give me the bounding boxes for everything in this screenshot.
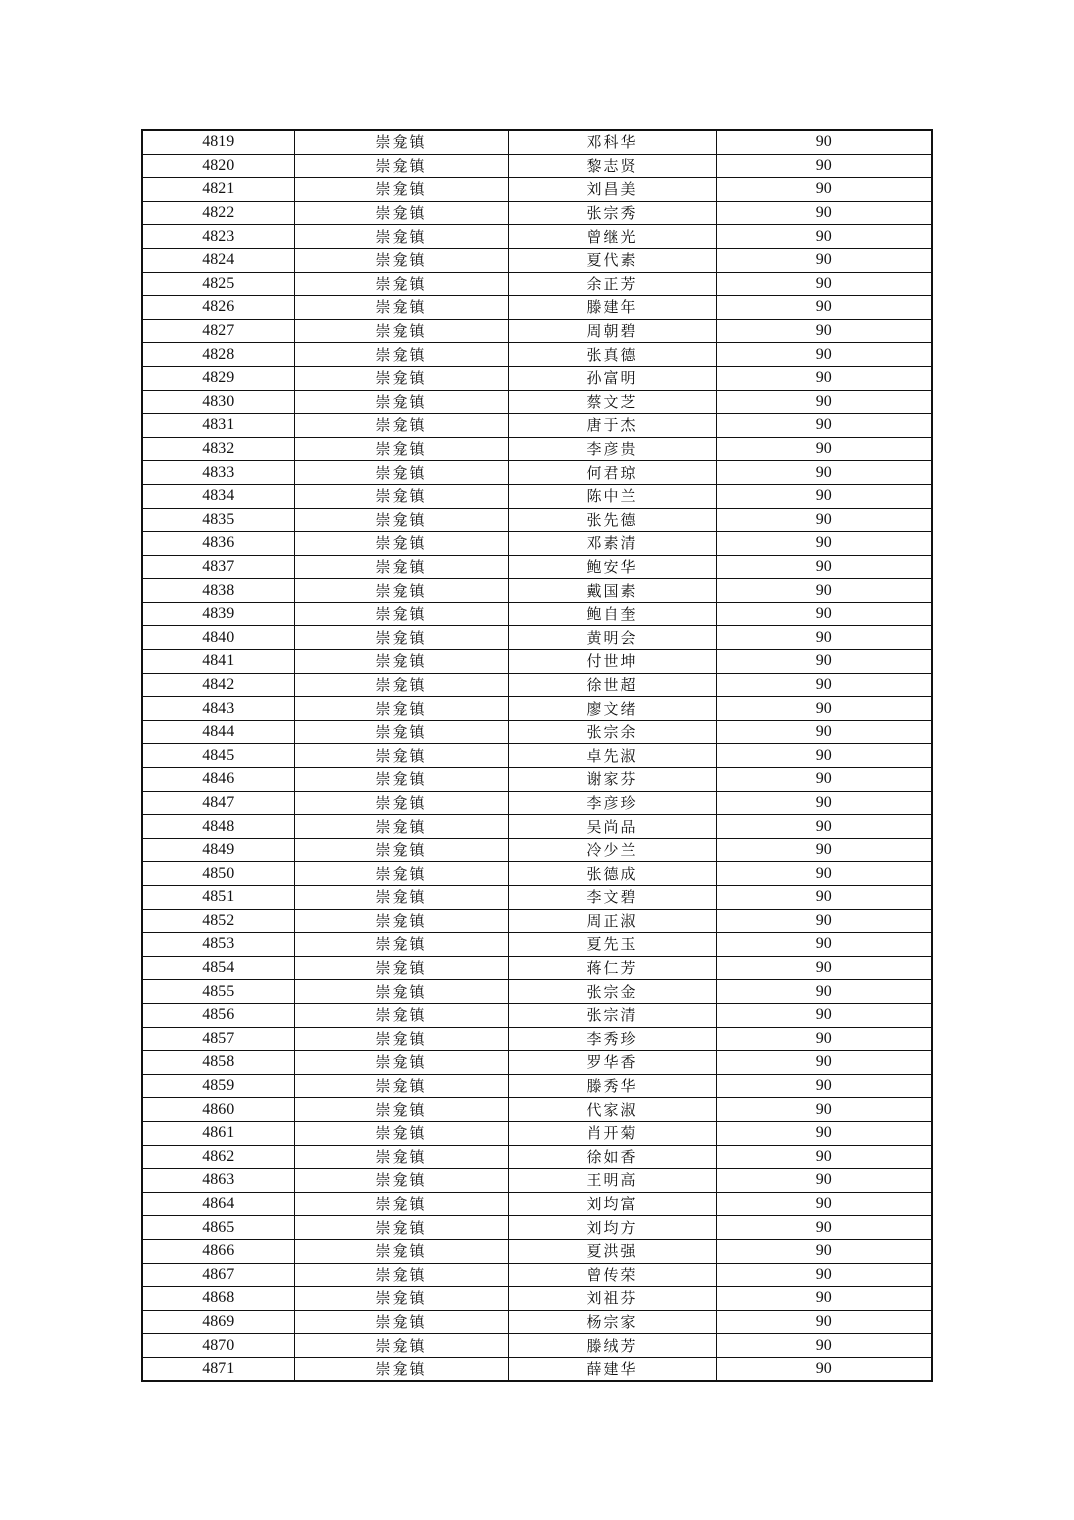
person-name-cell: 夏代素 — [508, 248, 716, 272]
person-name-cell: 余正芳 — [508, 272, 716, 296]
town-cell: 崇龛镇 — [294, 602, 508, 626]
table-row — [142, 980, 932, 1004]
table-row — [142, 1003, 932, 1027]
row-number: 4842 — [142, 673, 294, 697]
person-name-cell: 滕绒芳 — [508, 1334, 716, 1358]
table-row — [142, 484, 932, 508]
table-row — [142, 154, 932, 178]
row-number: 4832 — [142, 437, 294, 461]
person-name-cell: 唐于杰 — [508, 414, 716, 438]
person-name-cell: 鲍自奎 — [508, 602, 716, 626]
table-row — [142, 838, 932, 862]
row-number: 4864 — [142, 1192, 294, 1216]
table-row — [142, 1098, 932, 1122]
person-name-cell: 刘均方 — [508, 1216, 716, 1240]
value-cell: 90 — [716, 1027, 932, 1051]
table-row — [142, 225, 932, 249]
table-row — [142, 319, 932, 343]
table-row — [142, 579, 932, 603]
value-cell: 90 — [716, 697, 932, 721]
town-cell: 崇龛镇 — [294, 1216, 508, 1240]
person-name-cell: 张先德 — [508, 508, 716, 532]
town-cell: 崇龛镇 — [294, 1192, 508, 1216]
town-cell: 崇龛镇 — [294, 838, 508, 862]
value-cell: 90 — [716, 626, 932, 650]
row-number: 4859 — [142, 1074, 294, 1098]
town-cell: 崇龛镇 — [294, 532, 508, 556]
value-cell: 90 — [716, 1003, 932, 1027]
town-cell: 崇龛镇 — [294, 414, 508, 438]
value-cell: 90 — [716, 296, 932, 320]
person-name-cell: 谢家芬 — [508, 768, 716, 792]
row-number: 4857 — [142, 1027, 294, 1051]
value-cell: 90 — [716, 201, 932, 225]
town-cell: 崇龛镇 — [294, 366, 508, 390]
value-cell: 90 — [716, 366, 932, 390]
row-number: 4853 — [142, 933, 294, 957]
table-row — [142, 1287, 932, 1311]
row-number: 4839 — [142, 602, 294, 626]
town-cell: 崇龛镇 — [294, 956, 508, 980]
table-row — [142, 768, 932, 792]
row-number: 4823 — [142, 225, 294, 249]
person-name-cell: 夏洪强 — [508, 1239, 716, 1263]
table-row — [142, 862, 932, 886]
table-row — [142, 650, 932, 674]
row-number: 4830 — [142, 390, 294, 414]
person-name-cell: 何君琼 — [508, 461, 716, 485]
row-number: 4824 — [142, 248, 294, 272]
row-number: 4855 — [142, 980, 294, 1004]
person-name-cell: 张宗秀 — [508, 201, 716, 225]
town-cell: 崇龛镇 — [294, 791, 508, 815]
town-cell: 崇龛镇 — [294, 886, 508, 910]
value-cell: 90 — [716, 461, 932, 485]
person-name-cell: 李秀珍 — [508, 1027, 716, 1051]
town-cell: 崇龛镇 — [294, 1263, 508, 1287]
person-name-cell: 夏先玉 — [508, 933, 716, 957]
row-number: 4838 — [142, 579, 294, 603]
value-cell: 90 — [716, 319, 932, 343]
person-name-cell: 曾传荣 — [508, 1263, 716, 1287]
table-row — [142, 201, 932, 225]
row-number: 4863 — [142, 1169, 294, 1193]
town-cell: 崇龛镇 — [294, 1310, 508, 1334]
row-number: 4827 — [142, 319, 294, 343]
table-row — [142, 1121, 932, 1145]
person-name-cell: 曾继光 — [508, 225, 716, 249]
row-number: 4836 — [142, 532, 294, 556]
table-row — [142, 508, 932, 532]
value-cell: 90 — [716, 673, 932, 697]
table-row — [142, 130, 932, 154]
row-number: 4841 — [142, 650, 294, 674]
row-number: 4869 — [142, 1310, 294, 1334]
town-cell: 崇龛镇 — [294, 1239, 508, 1263]
person-name-cell: 孙富明 — [508, 366, 716, 390]
row-number: 4854 — [142, 956, 294, 980]
town-cell: 崇龛镇 — [294, 248, 508, 272]
town-cell: 崇龛镇 — [294, 650, 508, 674]
row-number: 4844 — [142, 720, 294, 744]
town-cell: 崇龛镇 — [294, 343, 508, 367]
value-cell: 90 — [716, 178, 932, 202]
town-cell: 崇龛镇 — [294, 272, 508, 296]
value-cell: 90 — [716, 1239, 932, 1263]
row-number: 4829 — [142, 366, 294, 390]
row-number: 4868 — [142, 1287, 294, 1311]
town-cell: 崇龛镇 — [294, 1287, 508, 1311]
value-cell: 90 — [716, 1357, 932, 1381]
person-name-cell: 张德成 — [508, 862, 716, 886]
person-name-cell: 罗华香 — [508, 1051, 716, 1075]
person-name-cell: 徐如香 — [508, 1145, 716, 1169]
town-cell: 崇龛镇 — [294, 815, 508, 839]
row-number: 4858 — [142, 1051, 294, 1075]
value-cell: 90 — [716, 532, 932, 556]
row-number: 4822 — [142, 201, 294, 225]
value-cell: 90 — [716, 838, 932, 862]
town-cell: 崇龛镇 — [294, 319, 508, 343]
table-row — [142, 1263, 932, 1287]
value-cell: 90 — [716, 768, 932, 792]
value-cell: 90 — [716, 650, 932, 674]
table-row — [142, 933, 932, 957]
value-cell: 90 — [716, 272, 932, 296]
table-row — [142, 555, 932, 579]
row-number: 4835 — [142, 508, 294, 532]
person-name-cell: 李彦贵 — [508, 437, 716, 461]
town-cell: 崇龛镇 — [294, 296, 508, 320]
table-row — [142, 1169, 932, 1193]
person-name-cell: 李文碧 — [508, 886, 716, 910]
table-row — [142, 390, 932, 414]
value-cell: 90 — [716, 579, 932, 603]
person-name-cell: 廖文绪 — [508, 697, 716, 721]
table-row — [142, 909, 932, 933]
town-cell: 崇龛镇 — [294, 673, 508, 697]
row-number: 4851 — [142, 886, 294, 910]
person-name-cell: 李彦珍 — [508, 791, 716, 815]
row-number: 4847 — [142, 791, 294, 815]
table-row — [142, 461, 932, 485]
person-name-cell: 肖开菊 — [508, 1121, 716, 1145]
row-number: 4846 — [142, 768, 294, 792]
value-cell: 90 — [716, 980, 932, 1004]
town-cell: 崇龛镇 — [294, 579, 508, 603]
value-cell: 90 — [716, 933, 932, 957]
row-number: 4825 — [142, 272, 294, 296]
value-cell: 90 — [716, 1192, 932, 1216]
value-cell: 90 — [716, 248, 932, 272]
value-cell: 90 — [716, 862, 932, 886]
row-number: 4828 — [142, 343, 294, 367]
town-cell: 崇龛镇 — [294, 390, 508, 414]
person-name-cell: 黄明会 — [508, 626, 716, 650]
value-cell: 90 — [716, 602, 932, 626]
roster-table-body — [142, 130, 932, 1381]
value-cell: 90 — [716, 1074, 932, 1098]
person-name-cell: 徐世超 — [508, 673, 716, 697]
value-cell: 90 — [716, 909, 932, 933]
table-row — [142, 178, 932, 202]
row-number: 4843 — [142, 697, 294, 721]
table-row — [142, 1192, 932, 1216]
table-row — [142, 532, 932, 556]
town-cell: 崇龛镇 — [294, 720, 508, 744]
table-row — [142, 673, 932, 697]
town-cell: 崇龛镇 — [294, 697, 508, 721]
town-cell: 崇龛镇 — [294, 909, 508, 933]
value-cell: 90 — [716, 130, 932, 154]
value-cell: 90 — [716, 390, 932, 414]
value-cell: 90 — [716, 1051, 932, 1075]
table-row — [142, 296, 932, 320]
table-row — [142, 886, 932, 910]
person-name-cell: 滕建年 — [508, 296, 716, 320]
table-row — [142, 1051, 932, 1075]
table-row — [142, 626, 932, 650]
town-cell: 崇龛镇 — [294, 508, 508, 532]
row-number: 4845 — [142, 744, 294, 768]
table-row — [142, 744, 932, 768]
person-name-cell: 周朝碧 — [508, 319, 716, 343]
value-cell: 90 — [716, 437, 932, 461]
value-cell: 90 — [716, 1145, 932, 1169]
town-cell: 崇龛镇 — [294, 461, 508, 485]
value-cell: 90 — [716, 1334, 932, 1358]
person-name-cell: 张宗余 — [508, 720, 716, 744]
town-cell: 崇龛镇 — [294, 1169, 508, 1193]
table-row — [142, 956, 932, 980]
table-row — [142, 248, 932, 272]
town-cell: 崇龛镇 — [294, 130, 508, 154]
town-cell: 崇龛镇 — [294, 862, 508, 886]
person-name-cell: 刘祖芬 — [508, 1287, 716, 1311]
person-name-cell: 邓素清 — [508, 532, 716, 556]
value-cell: 90 — [716, 414, 932, 438]
value-cell: 90 — [716, 1263, 932, 1287]
table-row — [142, 720, 932, 744]
person-name-cell: 周正淑 — [508, 909, 716, 933]
table-row — [142, 343, 932, 367]
person-name-cell: 邓科华 — [508, 130, 716, 154]
value-cell: 90 — [716, 956, 932, 980]
person-name-cell: 卓先淑 — [508, 744, 716, 768]
row-number: 4870 — [142, 1334, 294, 1358]
value-cell: 90 — [716, 886, 932, 910]
person-name-cell: 张宗清 — [508, 1003, 716, 1027]
person-name-cell: 陈中兰 — [508, 484, 716, 508]
row-number: 4819 — [142, 130, 294, 154]
town-cell: 崇龛镇 — [294, 154, 508, 178]
table-row — [142, 697, 932, 721]
row-number: 4831 — [142, 414, 294, 438]
table-row — [142, 1145, 932, 1169]
town-cell: 崇龛镇 — [294, 1098, 508, 1122]
row-number: 4848 — [142, 815, 294, 839]
town-cell: 崇龛镇 — [294, 1003, 508, 1027]
row-number: 4866 — [142, 1239, 294, 1263]
person-name-cell: 黎志贤 — [508, 154, 716, 178]
row-number: 4837 — [142, 555, 294, 579]
person-name-cell: 张真德 — [508, 343, 716, 367]
table-row — [142, 1216, 932, 1240]
row-number: 4834 — [142, 484, 294, 508]
town-cell: 崇龛镇 — [294, 1121, 508, 1145]
value-cell: 90 — [716, 1216, 932, 1240]
table-row — [142, 1310, 932, 1334]
row-number: 4840 — [142, 626, 294, 650]
value-cell: 90 — [716, 744, 932, 768]
value-cell: 90 — [716, 154, 932, 178]
table-row — [142, 1239, 932, 1263]
person-name-cell: 张宗金 — [508, 980, 716, 1004]
row-number: 4860 — [142, 1098, 294, 1122]
table-row — [142, 602, 932, 626]
value-cell: 90 — [716, 343, 932, 367]
value-cell: 90 — [716, 1121, 932, 1145]
row-number: 4862 — [142, 1145, 294, 1169]
person-name-cell: 刘昌美 — [508, 178, 716, 202]
value-cell: 90 — [716, 484, 932, 508]
row-number: 4850 — [142, 862, 294, 886]
town-cell: 崇龛镇 — [294, 980, 508, 1004]
value-cell: 90 — [716, 1287, 932, 1311]
row-number: 4867 — [142, 1263, 294, 1287]
table-row — [142, 366, 932, 390]
town-cell: 崇龛镇 — [294, 178, 508, 202]
row-number: 4833 — [142, 461, 294, 485]
table-row — [142, 1074, 932, 1098]
person-name-cell: 刘均富 — [508, 1192, 716, 1216]
town-cell: 崇龛镇 — [294, 1051, 508, 1075]
town-cell: 崇龛镇 — [294, 1334, 508, 1358]
value-cell: 90 — [716, 555, 932, 579]
town-cell: 崇龛镇 — [294, 201, 508, 225]
person-name-cell: 戴国素 — [508, 579, 716, 603]
person-name-cell: 杨宗家 — [508, 1310, 716, 1334]
row-number: 4861 — [142, 1121, 294, 1145]
table-row — [142, 1357, 932, 1381]
row-number: 4871 — [142, 1357, 294, 1381]
person-name-cell: 蒋仁芳 — [508, 956, 716, 980]
person-name-cell: 代家淑 — [508, 1098, 716, 1122]
person-name-cell: 滕秀华 — [508, 1074, 716, 1098]
value-cell: 90 — [716, 720, 932, 744]
town-cell: 崇龛镇 — [294, 933, 508, 957]
town-cell: 崇龛镇 — [294, 1027, 508, 1051]
table-row — [142, 815, 932, 839]
table-row — [142, 1027, 932, 1051]
town-cell: 崇龛镇 — [294, 1357, 508, 1381]
value-cell: 90 — [716, 1169, 932, 1193]
town-cell: 崇龛镇 — [294, 555, 508, 579]
town-cell: 崇龛镇 — [294, 626, 508, 650]
town-cell: 崇龛镇 — [294, 437, 508, 461]
town-cell: 崇龛镇 — [294, 1074, 508, 1098]
table-row — [142, 437, 932, 461]
town-cell: 崇龛镇 — [294, 744, 508, 768]
table-row — [142, 414, 932, 438]
value-cell: 90 — [716, 225, 932, 249]
person-name-cell: 冷少兰 — [508, 838, 716, 862]
town-cell: 崇龛镇 — [294, 484, 508, 508]
roster-table — [141, 129, 933, 1382]
value-cell: 90 — [716, 508, 932, 532]
person-name-cell: 吴尚品 — [508, 815, 716, 839]
person-name-cell: 蔡文芝 — [508, 390, 716, 414]
value-cell: 90 — [716, 791, 932, 815]
table-row — [142, 791, 932, 815]
table-row — [142, 1334, 932, 1358]
person-name-cell: 薛建华 — [508, 1357, 716, 1381]
value-cell: 90 — [716, 1310, 932, 1334]
town-cell: 崇龛镇 — [294, 225, 508, 249]
value-cell: 90 — [716, 815, 932, 839]
person-name-cell: 王明高 — [508, 1169, 716, 1193]
row-number: 4865 — [142, 1216, 294, 1240]
row-number: 4826 — [142, 296, 294, 320]
person-name-cell: 付世坤 — [508, 650, 716, 674]
town-cell: 崇龛镇 — [294, 768, 508, 792]
row-number: 4852 — [142, 909, 294, 933]
row-number: 4849 — [142, 838, 294, 862]
value-cell: 90 — [716, 1098, 932, 1122]
row-number: 4821 — [142, 178, 294, 202]
town-cell: 崇龛镇 — [294, 1145, 508, 1169]
table-row — [142, 272, 932, 296]
row-number: 4820 — [142, 154, 294, 178]
person-name-cell: 鲍安华 — [508, 555, 716, 579]
row-number: 4856 — [142, 1003, 294, 1027]
